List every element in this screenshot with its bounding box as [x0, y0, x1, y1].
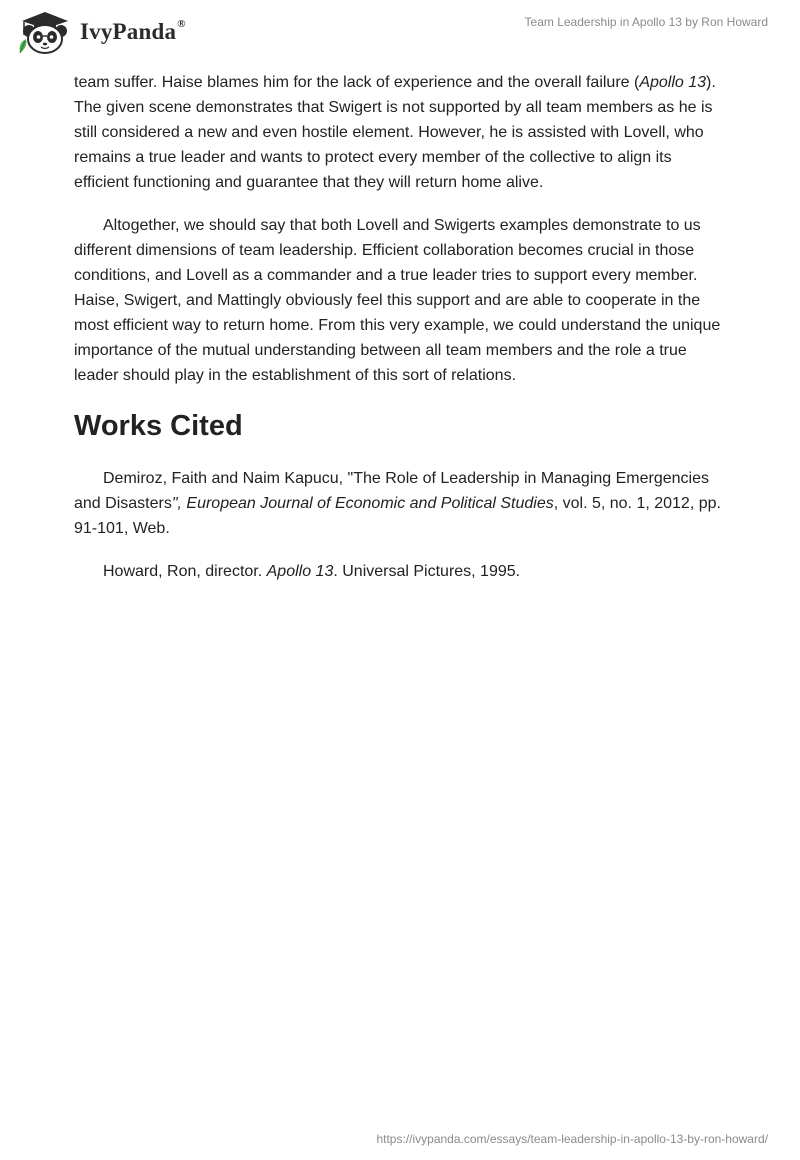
source-url-link[interactable]: https://ivypanda.com/essays/team-leadership-in-apollo-13-by-ron-howard/: [376, 1132, 768, 1146]
essay-content: [74, 70, 726, 602]
registered-mark: ®: [177, 18, 186, 31]
brand-text: IvyPanda: [80, 19, 177, 44]
ivypanda-panda-logo-icon[interactable]: [14, 9, 76, 55]
document-title: Team Leadership in Apollo 13 by Ron Howard: [524, 15, 768, 29]
body-paragraph: Altogether, we should say that both Lovell and Swigerts examples demonstrate to us different dimensions of team leadership. Efficient collaboration becomes crucial in those conditions, and Lovell as a commander and a true leader tries to support every member. Haise, Swigert, and Mattingly obviously feel this support and are able to cooperate in the most efficient way to return home. From this very example, we could understand the unique importance of the mutual understanding between all team members and the role a true leader should play in the establishment of this sort of relations.: [74, 217, 721, 384]
text-run: . Universal Pictures, 1995.: [333, 563, 521, 580]
page-header: [0, 0, 800, 64]
text-run: Howard, Ron, director.: [103, 563, 267, 580]
brand-name[interactable]: [80, 19, 186, 45]
citation-entry: [74, 466, 726, 541]
works-cited-heading: Works Cited: [74, 410, 243, 442]
body-paragraph: [74, 70, 726, 195]
film-title: Apollo 13: [639, 74, 707, 91]
journal-title: ", European Journal of Economic and Political Studies: [171, 495, 554, 512]
text-run: Demiroz, Faith and Naim Kapucu, "The Role of Leadership in Managing Emergencies and Disasters: [74, 470, 709, 512]
text-run: , vol. 5, no. 1, 2012, pp. 91-101, Web.: [74, 495, 721, 537]
text-run: ). The given scene demonstrates that Swigert is not supported by all team members as he is still considered a new and even hostile element. However, he is assisted with Lovell, who remains a true leader and wants to protect every member of the collective to align its efficient functioning and guarantee that they will return home alive.: [74, 74, 716, 191]
citation-entry: [74, 559, 726, 584]
text-run: team suffer. Haise blames him for the lack of experience and the overall failure (: [74, 74, 640, 91]
film-title: Apollo 13: [266, 563, 334, 580]
